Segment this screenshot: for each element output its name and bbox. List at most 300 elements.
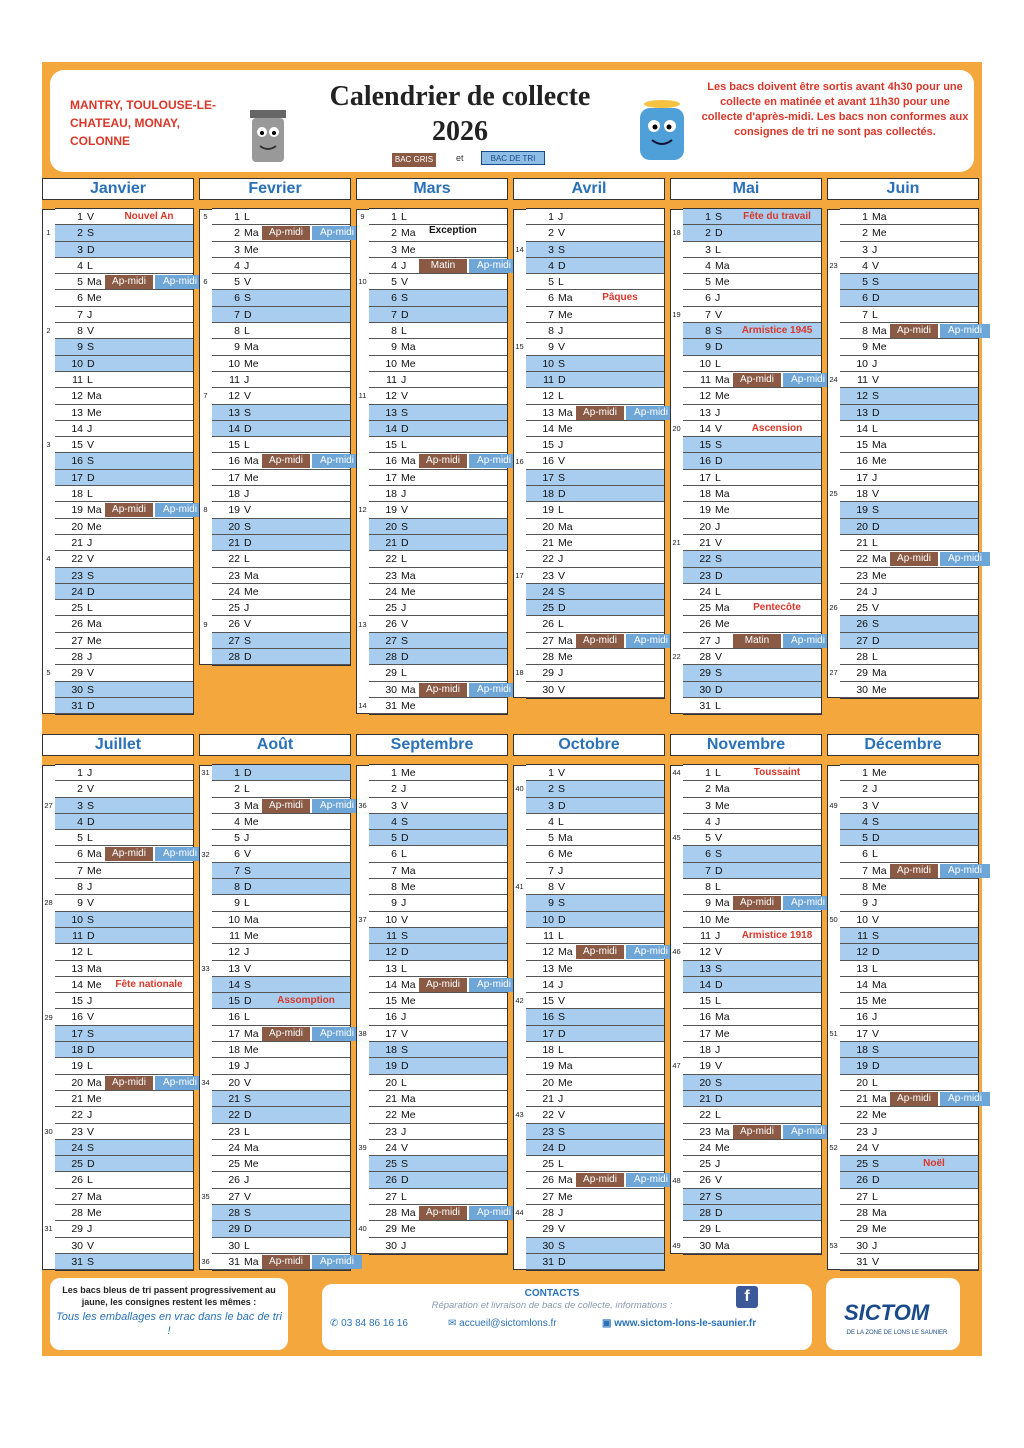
day-abbr: Ma <box>715 488 730 501</box>
day-row <box>369 944 507 960</box>
bac-gris-slot: Ap-midi <box>105 275 153 289</box>
day-row <box>840 633 978 649</box>
day-abbr: Me <box>87 634 102 647</box>
day-number: 26 <box>542 1174 554 1187</box>
day-row <box>683 274 821 290</box>
day-abbr: Ma <box>872 553 887 566</box>
day-list <box>358 208 511 715</box>
day-abbr: J <box>872 585 878 598</box>
day-abbr: Me <box>715 390 730 403</box>
day-number: 24 <box>699 585 711 598</box>
day-abbr: D <box>244 308 252 321</box>
day-row <box>526 1091 664 1107</box>
day-abbr: Me <box>87 864 102 877</box>
week-number-column <box>827 209 840 698</box>
day-row <box>55 814 193 830</box>
week-number: 52 <box>829 1142 838 1152</box>
day-number: 20 <box>385 1076 397 1089</box>
day-abbr: Me <box>558 848 573 861</box>
day-number: 23 <box>542 1125 554 1138</box>
day-number: 13 <box>699 962 711 975</box>
day-row <box>55 1091 193 1107</box>
day-row <box>212 1042 350 1058</box>
day-number: 23 <box>699 569 711 582</box>
day-abbr: V <box>558 881 566 894</box>
day-row <box>683 519 821 535</box>
week-number: 8 <box>203 505 208 515</box>
day-row <box>683 830 821 846</box>
day-number: 29 <box>228 1223 240 1236</box>
bac-tri-slot: Ap-midi <box>469 1206 519 1220</box>
day-abbr: Ma <box>558 520 573 533</box>
day-number: 24 <box>856 585 868 598</box>
day-number: 11 <box>72 929 83 942</box>
day-row <box>840 1124 978 1140</box>
day-row <box>840 209 978 225</box>
phone-contact[interactable] <box>330 1318 408 1329</box>
day-abbr: Me <box>872 995 887 1008</box>
day-number: 18 <box>542 1044 554 1057</box>
day-abbr: D <box>558 1027 566 1040</box>
day-number: 22 <box>228 1109 240 1122</box>
day-number: 6 <box>234 292 240 305</box>
day-abbr: V <box>87 211 95 223</box>
week-number: 50 <box>829 914 838 924</box>
month-5 <box>827 178 982 699</box>
day-row <box>683 323 821 339</box>
day-abbr: Ma <box>872 1207 887 1220</box>
mail-icon: ✉ <box>448 1318 460 1329</box>
day-abbr: J <box>872 1239 878 1252</box>
day-number: 17 <box>385 1027 397 1040</box>
day-abbr: S <box>87 455 95 468</box>
day-row <box>526 895 664 911</box>
day-abbr: V <box>715 832 723 845</box>
day-abbr: V <box>558 767 566 779</box>
day-row <box>55 535 193 551</box>
day-abbr: D <box>558 488 566 501</box>
day-row <box>55 551 193 567</box>
day-abbr: L <box>558 929 564 942</box>
day-abbr: L <box>401 553 407 566</box>
day-row <box>683 1140 821 1156</box>
day-number: 24 <box>385 585 397 598</box>
day-abbr: J <box>244 946 250 959</box>
week-number: 53 <box>829 1240 838 1250</box>
day-abbr: S <box>872 929 880 942</box>
day-abbr: S <box>87 683 95 696</box>
day-row <box>55 339 193 355</box>
day-abbr: D <box>401 422 409 435</box>
day-number: 13 <box>71 962 83 975</box>
day-row <box>55 486 193 502</box>
day-number: 17 <box>856 471 868 484</box>
day-abbr: Me <box>244 585 259 598</box>
day-number: 25 <box>699 1158 711 1171</box>
day-row <box>369 437 507 453</box>
day-abbr: Ma <box>244 569 259 582</box>
day-number: 29 <box>856 667 868 680</box>
day-abbr: D <box>87 357 95 370</box>
day-abbr: Me <box>401 995 416 1008</box>
day-number: 13 <box>385 406 397 419</box>
week-number: 40 <box>358 1224 367 1234</box>
bac-gris-slot: Ap-midi <box>419 683 467 697</box>
day-abbr: D <box>558 602 566 615</box>
day-number: 2 <box>77 783 83 796</box>
day-number: 7 <box>705 308 711 321</box>
week-number: 36 <box>201 1257 210 1266</box>
day-row <box>683 1042 821 1058</box>
day-abbr: J <box>401 259 407 272</box>
day-number: 17 <box>385 471 397 484</box>
day-abbr: S <box>558 585 566 598</box>
day-row <box>526 993 664 1009</box>
day-row <box>212 781 350 797</box>
day-number: 15 <box>228 439 240 452</box>
day-row <box>526 1026 664 1042</box>
day-abbr: L <box>244 325 250 338</box>
day-abbr: D <box>715 455 723 468</box>
day-number: 20 <box>856 520 868 533</box>
month-7 <box>199 734 354 1271</box>
day-number: 2 <box>77 227 83 240</box>
day-row <box>526 453 664 469</box>
day-row <box>526 665 664 681</box>
day-abbr: S <box>715 325 723 338</box>
day-row <box>369 470 507 486</box>
day-number: 6 <box>77 848 83 861</box>
day-row <box>526 339 664 355</box>
day-abbr: S <box>558 357 566 370</box>
day-abbr: L <box>872 1190 878 1203</box>
day-row <box>55 1156 193 1172</box>
day-row <box>212 356 350 372</box>
day-row <box>683 1172 821 1188</box>
day-row <box>55 388 193 404</box>
day-row <box>55 323 193 339</box>
day-number: 21 <box>385 536 397 549</box>
day-number: 23 <box>385 569 397 582</box>
day-row <box>840 290 978 306</box>
day-number: 11 <box>857 373 868 386</box>
day-row <box>526 649 664 665</box>
day-row <box>212 1221 350 1237</box>
bac-gris-slot: Ap-midi <box>576 945 624 959</box>
day-row <box>683 1058 821 1074</box>
day-row <box>212 502 350 518</box>
day-row <box>683 535 821 551</box>
day-abbr: J <box>558 978 564 991</box>
day-abbr: J <box>244 602 250 615</box>
day-abbr: Ma <box>244 341 259 354</box>
day-row <box>683 421 821 437</box>
day-row <box>840 307 978 323</box>
day-row <box>683 1205 821 1221</box>
week-number: 4 <box>46 554 51 564</box>
day-abbr: S <box>558 1239 566 1252</box>
bac-tri-slot: Ap-midi <box>940 552 990 566</box>
day-row <box>369 814 507 830</box>
day-abbr: S <box>872 504 880 517</box>
day-abbr: Ma <box>401 864 416 877</box>
month-title: Juin <box>827 178 979 200</box>
day-number: 2 <box>548 227 554 240</box>
month-10 <box>670 734 825 1255</box>
day-row <box>683 682 821 698</box>
day-number: 9 <box>77 897 83 910</box>
day-number: 6 <box>705 292 711 305</box>
day-number: 23 <box>71 569 83 582</box>
day-number: 22 <box>71 1109 83 1122</box>
bac-gris-slot: Ap-midi <box>105 503 153 517</box>
day-list <box>672 764 825 1255</box>
day-number: 4 <box>391 815 397 828</box>
day-abbr: L <box>558 276 564 289</box>
blue-bin-mascot-icon <box>626 96 694 168</box>
day-row <box>55 1107 193 1123</box>
bac-tri-slot: Ap-midi <box>626 406 676 420</box>
day-abbr: S <box>87 569 95 582</box>
day-number: 20 <box>385 520 397 533</box>
day-number: 16 <box>385 1011 397 1024</box>
day-number: 12 <box>71 946 83 959</box>
day-row <box>369 698 507 714</box>
day-row <box>683 665 821 681</box>
day-number: 24 <box>856 1141 868 1154</box>
day-abbr: Ma <box>558 946 573 959</box>
day-row <box>55 798 193 814</box>
day-number: 25 <box>699 602 711 615</box>
day-row <box>55 1221 193 1237</box>
day-number: 4 <box>77 815 83 828</box>
day-number: 7 <box>391 864 397 877</box>
day-abbr: L <box>558 618 564 631</box>
day-abbr: D <box>87 585 95 598</box>
website-link[interactable] <box>602 1318 756 1329</box>
day-number: 11 <box>229 929 240 942</box>
day-abbr: V <box>401 1141 409 1154</box>
week-number-column <box>513 209 526 698</box>
day-row <box>369 274 507 290</box>
day-abbr: Me <box>244 357 259 370</box>
day-row <box>526 846 664 862</box>
day-row <box>840 1058 978 1074</box>
bac-tri-slot: Ap-midi <box>155 275 205 289</box>
day-abbr: J <box>87 422 93 435</box>
day-row <box>55 1254 193 1270</box>
day-number: 22 <box>385 553 397 566</box>
day-row <box>526 600 664 616</box>
day-list <box>515 764 668 1271</box>
day-row <box>840 356 978 372</box>
day-row <box>55 944 193 960</box>
bac-gris-slot: Ap-midi <box>105 847 153 861</box>
day-number: 3 <box>234 243 240 256</box>
day-row <box>840 649 978 665</box>
day-row <box>683 1238 821 1254</box>
day-abbr: S <box>244 978 252 991</box>
bac-tri-slot: Ap-midi <box>783 634 833 648</box>
day-abbr: Me <box>401 767 416 779</box>
day-abbr: D <box>558 373 566 386</box>
day-number: 26 <box>856 1174 868 1187</box>
day-row <box>526 1172 668 1188</box>
day-number: 8 <box>391 325 397 338</box>
day-row <box>55 1172 193 1188</box>
day-row <box>526 1189 664 1205</box>
day-row <box>526 274 664 290</box>
day-number: 28 <box>228 1207 240 1220</box>
bac-tri-slot: Ap-midi <box>312 799 362 813</box>
day-row <box>55 519 193 535</box>
day-abbr: L <box>87 259 93 272</box>
communes-label: MANTRY, TOULOUSE-LE-CHATEAU, MONAY, COLONNE <box>70 98 216 148</box>
bac-tri-slot: Ap-midi <box>469 978 519 992</box>
day-abbr: D <box>87 471 95 484</box>
day-row <box>55 633 193 649</box>
day-row <box>369 502 507 518</box>
day-row <box>212 649 350 665</box>
day-abbr: J <box>87 651 93 664</box>
day-row <box>369 1189 507 1205</box>
day-number: 8 <box>391 881 397 894</box>
day-abbr: J <box>872 357 878 370</box>
bac-tri-slot: Ap-midi <box>626 634 676 648</box>
day-row <box>55 846 197 862</box>
day-row <box>212 1140 350 1156</box>
month-2 <box>356 178 511 715</box>
day-row <box>55 225 193 241</box>
day-row <box>212 568 350 584</box>
day-number: 19 <box>385 504 397 517</box>
day-abbr: D <box>872 634 880 647</box>
day-number: 15 <box>542 995 554 1008</box>
week-number: 23 <box>829 260 838 270</box>
day-abbr: V <box>872 602 880 615</box>
day-abbr: S <box>244 864 252 877</box>
day-number: 15 <box>542 439 554 452</box>
day-abbr: S <box>715 667 723 680</box>
day-row <box>369 1042 507 1058</box>
day-abbr: D <box>715 341 723 354</box>
day-number: 30 <box>71 683 83 696</box>
day-number: 26 <box>228 618 240 631</box>
day-abbr: D <box>715 683 723 696</box>
day-row <box>369 209 507 225</box>
day-abbr: Ma <box>401 569 416 582</box>
day-number: 24 <box>71 585 83 598</box>
day-abbr: D <box>401 651 409 664</box>
holiday-label: Toussaint <box>753 767 801 778</box>
day-abbr: J <box>872 243 878 256</box>
day-number: 17 <box>699 471 711 484</box>
day-abbr: D <box>715 1092 723 1105</box>
website-url: www.sictom-lons-le-saunier.fr <box>614 1318 757 1329</box>
day-number: 19 <box>228 504 240 517</box>
day-abbr: J <box>401 488 407 501</box>
day-abbr: L <box>872 848 878 861</box>
day-abbr: L <box>715 881 721 894</box>
day-number: 30 <box>699 1239 711 1252</box>
day-number: 5 <box>234 276 240 289</box>
bac-tri-slot: Ap-midi <box>940 324 990 338</box>
bac-tri-slot: Ap-midi <box>626 1173 676 1187</box>
day-abbr: S <box>244 634 252 647</box>
week-number: 5 <box>46 668 51 678</box>
day-row <box>369 535 507 551</box>
month-title: Juillet <box>42 734 194 756</box>
day-abbr: Me <box>87 520 102 533</box>
month-title: Septembre <box>356 734 508 756</box>
day-row <box>55 421 193 437</box>
day-row <box>212 551 350 567</box>
day-row <box>840 502 978 518</box>
day-abbr: D <box>244 422 252 435</box>
facebook-icon[interactable]: f <box>736 1286 758 1308</box>
day-row <box>369 895 507 911</box>
day-row <box>369 616 507 632</box>
day-abbr: Ma <box>401 341 416 354</box>
day-number: 8 <box>548 325 554 338</box>
day-abbr: L <box>715 1109 721 1122</box>
week-number: 29 <box>44 1012 53 1022</box>
email-contact[interactable] <box>448 1318 557 1329</box>
day-number: 10 <box>856 913 868 926</box>
day-row <box>526 928 664 944</box>
day-number: 26 <box>542 618 554 631</box>
day-number: 31 <box>71 699 83 712</box>
day-abbr: L <box>715 243 721 256</box>
day-number: 1 <box>234 767 240 779</box>
day-abbr: Me <box>87 406 102 419</box>
day-number: 21 <box>856 536 868 549</box>
day-row <box>55 928 193 944</box>
day-abbr: D <box>715 227 723 240</box>
day-abbr: S <box>872 1158 880 1171</box>
day-row <box>212 616 350 632</box>
day-row <box>526 209 664 225</box>
day-row <box>212 1009 350 1025</box>
day-abbr: Me <box>401 699 416 712</box>
day-row <box>55 665 193 681</box>
collection-notice: Les bacs doivent être sortis avant 4h30 pour une collecte en matinée et avant 11h30 pour une collecte d'après-midi. Les bacs non conformes aux consignes de tri ne sont pas collectés. <box>701 81 969 138</box>
week-number: 32 <box>201 849 210 859</box>
day-row <box>683 814 821 830</box>
day-row <box>683 1075 821 1091</box>
day-row <box>212 814 350 830</box>
day-row <box>212 846 350 862</box>
day-number: 13 <box>856 406 868 419</box>
day-row <box>526 437 664 453</box>
day-row <box>683 568 821 584</box>
day-row <box>369 1172 507 1188</box>
day-row <box>683 977 821 993</box>
day-abbr: L <box>401 211 407 223</box>
day-number: 9 <box>548 341 554 354</box>
day-number: 20 <box>71 1076 83 1089</box>
day-abbr: Ma <box>715 373 730 386</box>
day-row <box>369 633 507 649</box>
week-number: 12 <box>358 505 367 515</box>
day-abbr: V <box>872 913 880 926</box>
day-row <box>683 356 821 372</box>
day-row <box>55 1140 193 1156</box>
day-number: 26 <box>856 618 868 631</box>
day-row <box>526 1205 664 1221</box>
week-number: 35 <box>201 1191 210 1201</box>
week-number: 42 <box>515 996 524 1006</box>
